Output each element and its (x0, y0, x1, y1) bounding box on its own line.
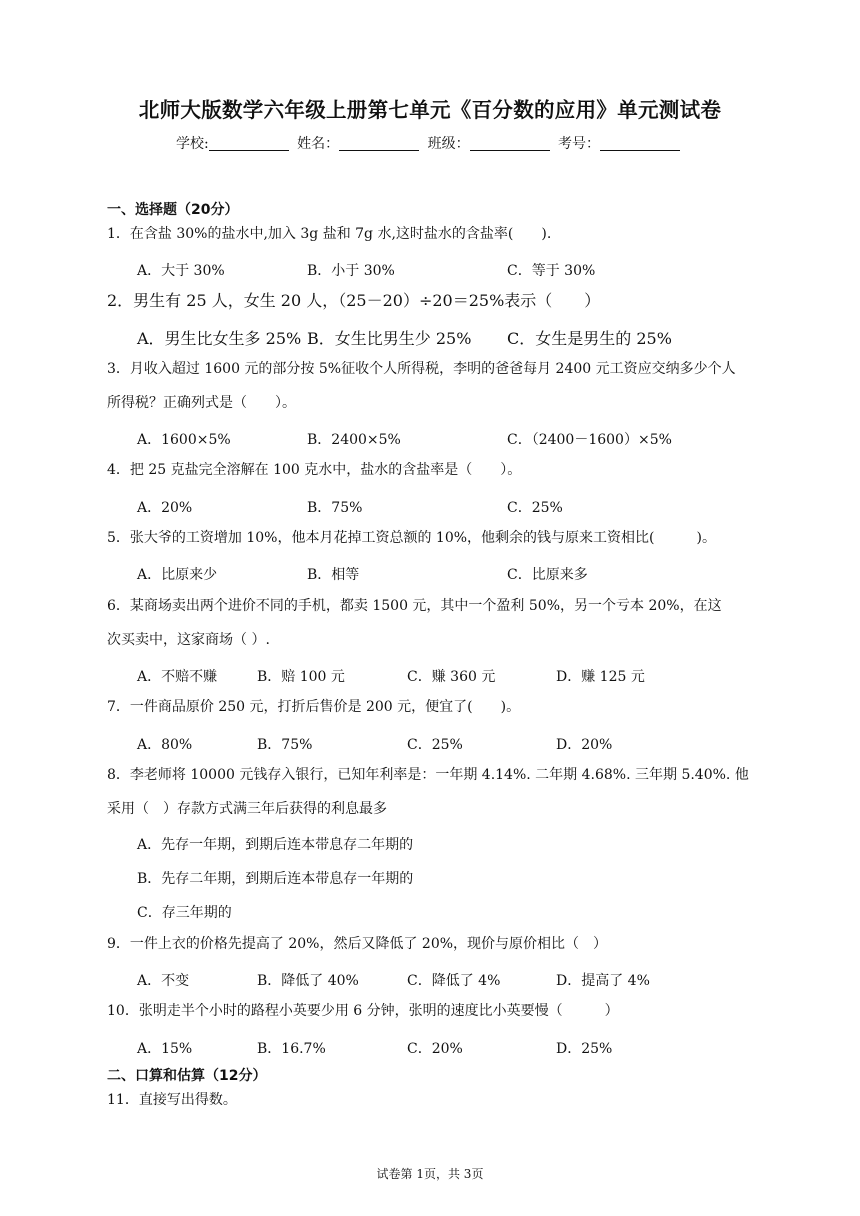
class-blank (470, 136, 550, 151)
option-a: A．男生比女生多 25% (137, 329, 302, 348)
option-b: B．女生比男生少 25% (307, 329, 472, 348)
option-b: B．降低了 40% (257, 973, 359, 989)
exam-number-blank (600, 136, 680, 151)
option-d: D．25% (556, 1041, 613, 1057)
option-c: C．（2400－1600）×5% (507, 432, 672, 448)
question-8-option-b: B．先存二年期，到期后连本带息存一年期的 (137, 871, 414, 887)
option-d: D．20% (556, 737, 613, 753)
question-8-line-1: 8．李老师将 10000 元钱存入银行，已知年利率是：一年期 4.14%. 二年期 4.68%. 三年期 5.40%. 他 (107, 767, 749, 783)
name-label: 姓名： (297, 136, 340, 152)
question-5: 5．张大爷的工资增加 10%，他本月花掉工资总额的 10%，他剩余的钱与原来工资相比( )。 (107, 530, 716, 546)
option-a: A．不变 (137, 973, 190, 989)
option-d: D．赚 125 元 (556, 669, 645, 685)
question-6-line-1: 6．某商场卖出两个进价不同的手机，都卖 1500 元，其中一个盈利 50%，另一个亏本 20%，在这 (107, 598, 722, 614)
question-8-option-a: A．先存一年期，到期后连本带息存二年期的 (137, 837, 414, 853)
question-4-options (137, 497, 777, 521)
option-a: A．20% (137, 500, 193, 516)
name-blank (339, 136, 419, 151)
option-a: A．大于 30% (137, 263, 225, 279)
section-heading-choice: 一、选择题（20分） (107, 202, 239, 218)
option-b: B．75% (307, 500, 363, 516)
question-10: 10．张明走半个小时的路程小英要少用 6 分钟，张明的速度比小英要慢（ ） (107, 1003, 619, 1019)
school-label: 学校: (175, 136, 209, 152)
option-a: A．80% (137, 737, 193, 753)
option-b: B．赔 100 元 (257, 669, 345, 685)
question-3-line-2: 所得税？正确列式是（ ）。 (107, 395, 296, 411)
option-b: B．小于 30% (307, 263, 395, 279)
school-blank (209, 136, 289, 151)
question-2-options (137, 326, 777, 350)
question-3-line-1: 3．月收入超过 1600 元的部分按 5%征收个人所得税，李明的爸爸每月 2400 元工资应交纳多少个人 (107, 361, 736, 377)
question-2: 2．男生有 25 人，女生 20 人，（25－20）÷20＝25%表示（ ） (107, 291, 601, 310)
option-a: A．15% (137, 1041, 193, 1057)
exam-number-label: 考号： (558, 136, 601, 152)
option-c: C．25% (407, 737, 463, 753)
question-9: 9．一件上衣的价格先提高了 20%，然后又降低了 20%，现价与原价相比（ ） (107, 936, 608, 952)
question-3-options (137, 429, 777, 453)
question-4: 4．把 25 克盐完全溶解在 100 克水中，盐水的含盐率是（ ）。 (107, 462, 522, 478)
option-c: C．降低了 4% (407, 973, 501, 989)
question-8-option-c: C．存三年期的 (137, 905, 232, 921)
section-heading-mental-math: 二、口算和估算（12分） (107, 1068, 267, 1084)
option-c: C．女生是男生的 25% (507, 329, 672, 348)
option-b: B．75% (257, 737, 313, 753)
student-info-line (0, 133, 860, 153)
page-footer: 试卷第 1页，共 3页 (376, 1167, 484, 1181)
question-5-options (137, 564, 777, 588)
question-7: 7．一件商品原价 250 元，打折后售价是 200 元，便宜了( )。 (107, 699, 521, 715)
option-b: B．2400×5% (307, 432, 401, 448)
option-a: A．1600×5% (137, 432, 231, 448)
question-7-options (137, 734, 777, 758)
page-title: 北师大版数学六年级上册第七单元《百分数的应用》单元测试卷 (138, 98, 722, 122)
question-6-options (137, 666, 777, 690)
class-label: 班级： (427, 136, 470, 152)
question-8-line-2: 采用（ ）存款方式满三年后获得的利息最多 (107, 801, 387, 817)
option-b: B．16.7% (257, 1041, 326, 1057)
question-9-options (137, 970, 777, 994)
option-a: A．不赔不赚 (137, 669, 218, 685)
option-c: C．赚 360 元 (407, 669, 496, 685)
option-c: C．25% (507, 500, 563, 516)
option-c: C．等于 30% (507, 263, 596, 279)
question-1-options (137, 260, 777, 284)
option-b: B．相等 (307, 567, 360, 583)
question-1: 1．在含盐 30%的盐水中,加入 3g 盐和 7g 水,这时盐水的含盐率( ). (107, 226, 552, 242)
question-10-options (137, 1038, 777, 1062)
option-c: C．比原来多 (507, 567, 588, 583)
option-c: C．20% (407, 1041, 463, 1057)
question-11: 11．直接写出得数。 (107, 1092, 237, 1108)
option-d: D．提高了 4% (556, 973, 650, 989)
question-6-line-2: 次买卖中，这家商场（ ）. (107, 632, 270, 648)
option-a: A．比原来少 (137, 567, 218, 583)
